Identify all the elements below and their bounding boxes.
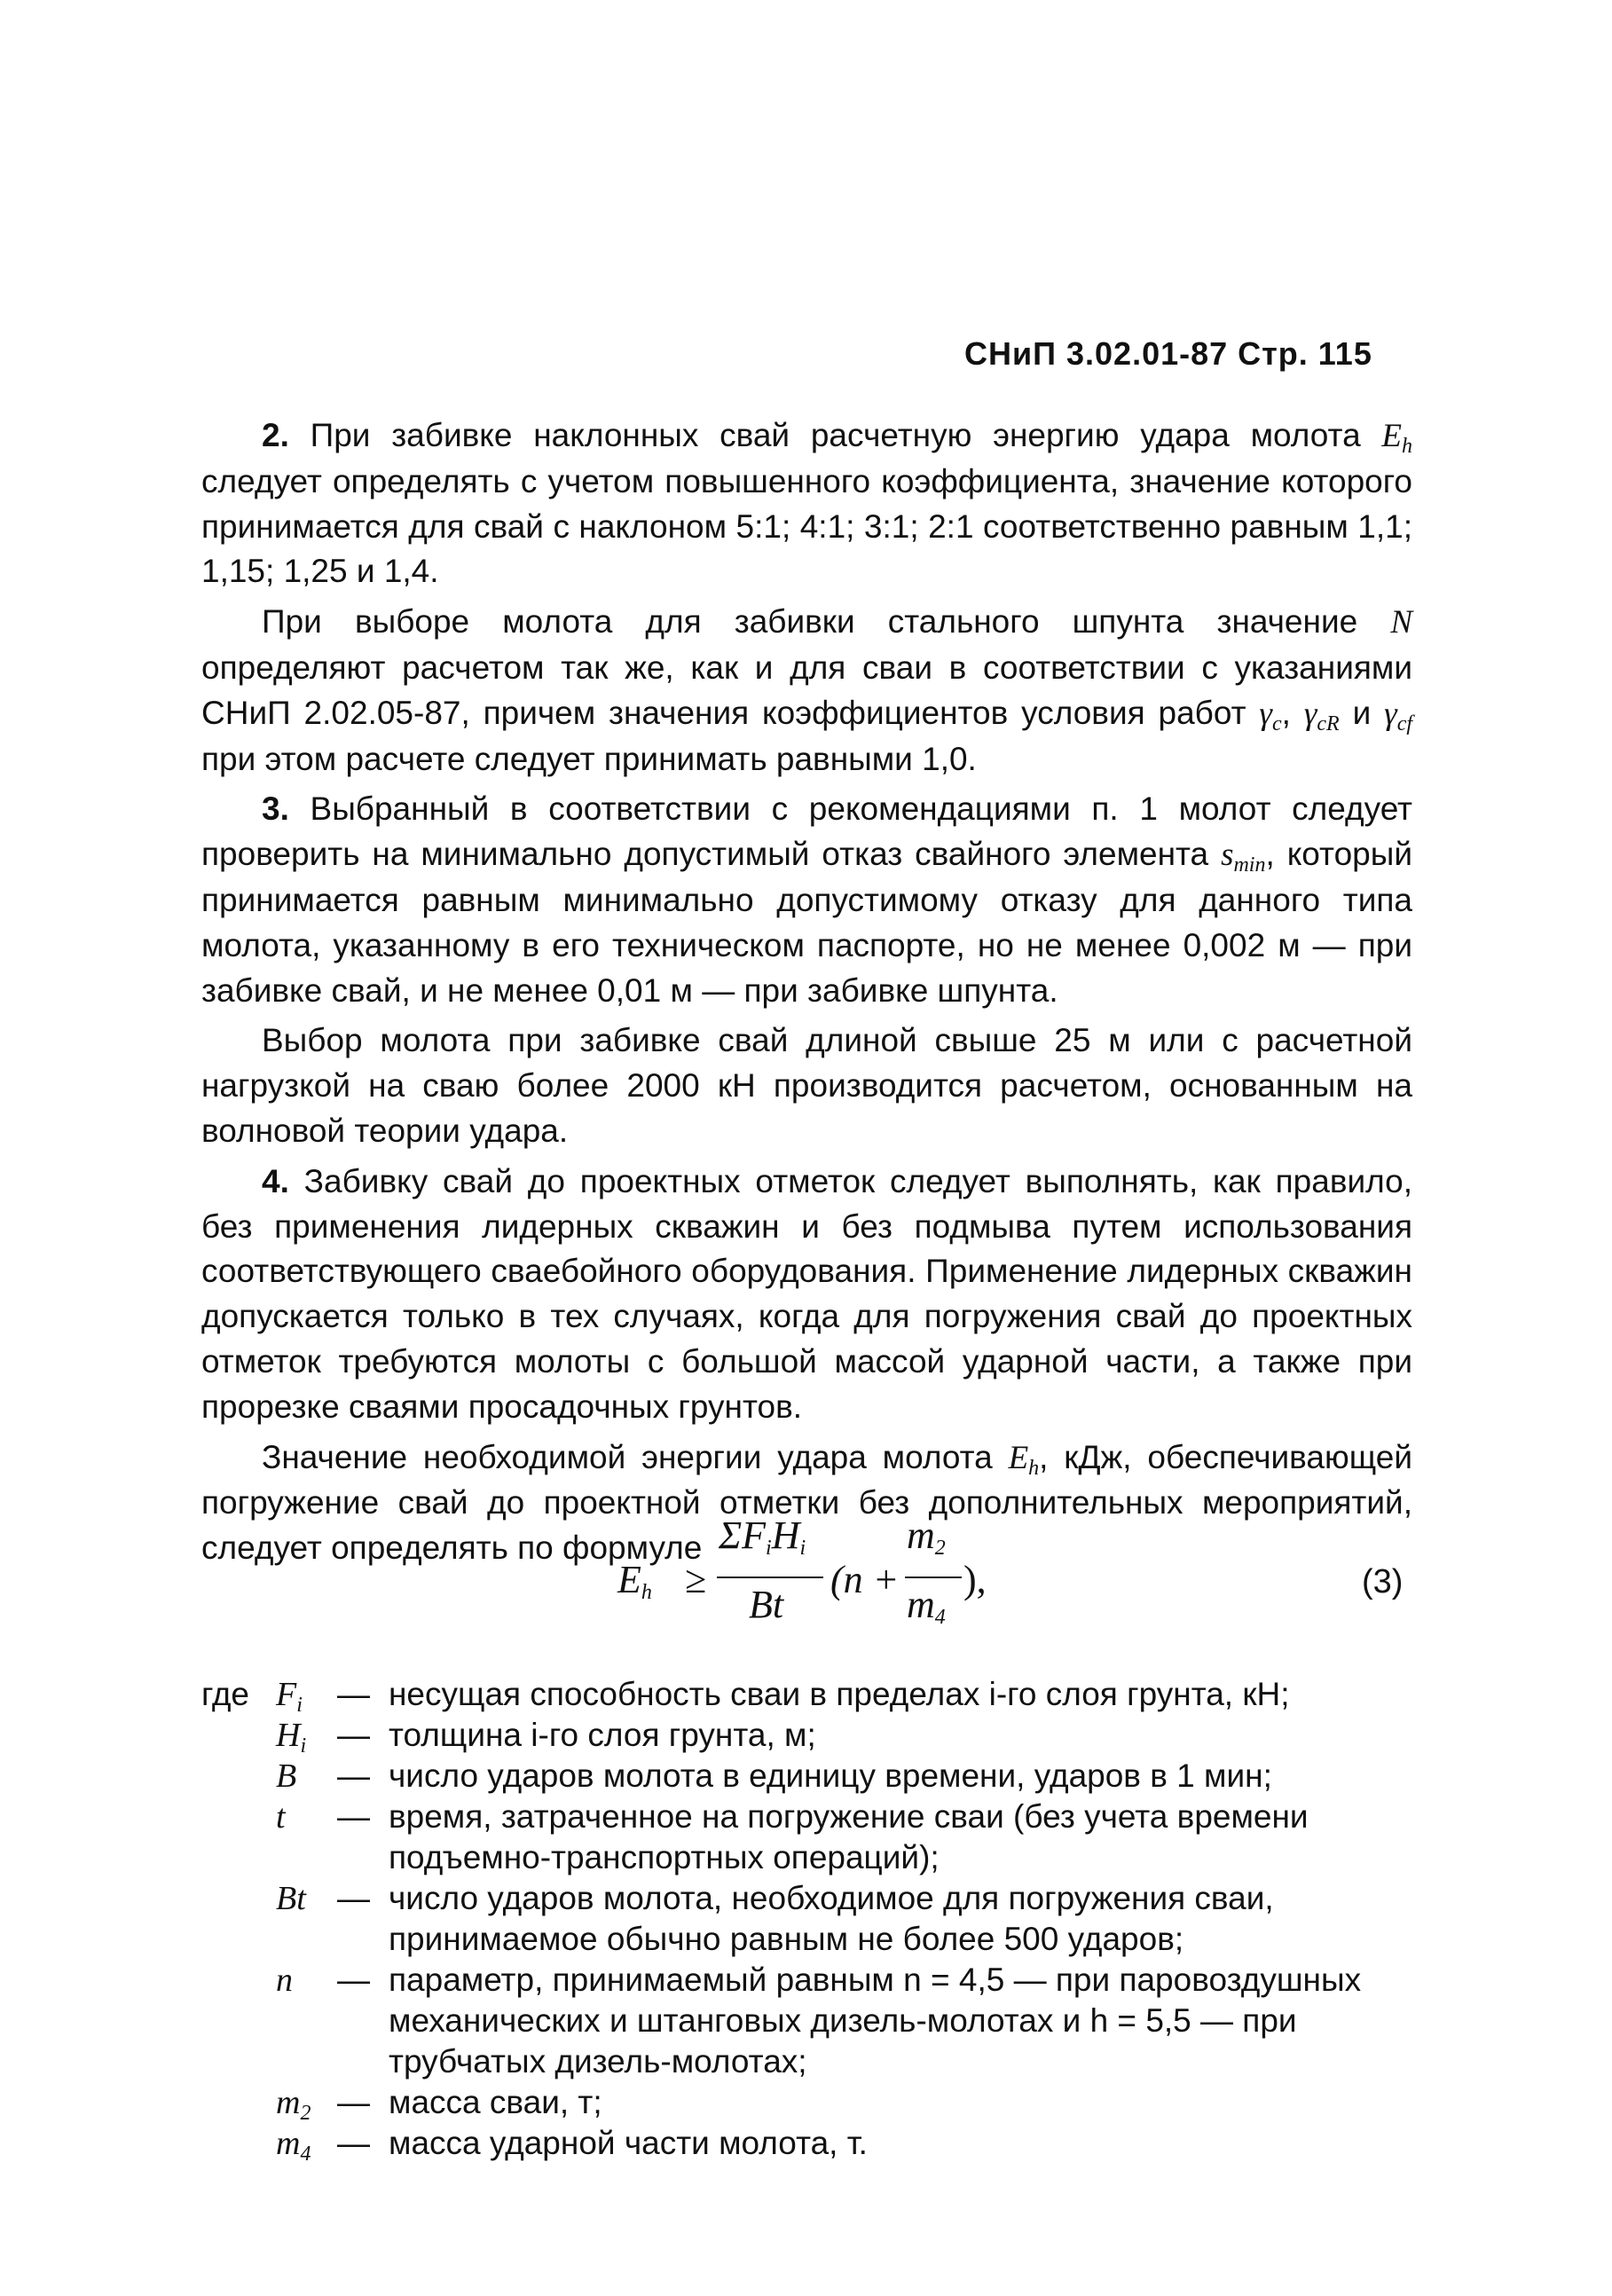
equation-number: (3) — [1362, 1563, 1404, 1600]
paragraph-text: который принимается равным минимально допустимому отказу для данного типа молота, указанному в его техническом паспорте, но не менее 0,002 м — при забивке свай, и не менее 0,01 м — при забивке шпунта. — [201, 836, 1413, 1009]
legend-symbol: $m_4$ — [276, 2125, 311, 2166]
paragraph-text: Значение необходимой энергии удара молота — [262, 1438, 993, 1475]
item-number: 4. — [262, 1162, 289, 1199]
paragraph-text: Выбранный в соответствии с рекомендациями п. 1 молот следует проверить на минимально допустимый отказ свайного элемента — [201, 790, 1412, 873]
paragraph-text: и — [1352, 694, 1372, 731]
paragraph-text: кДж, обеспечивающей погружение свай до проектной отметки без дополнительных мероприятий, следует определять по формуле — [201, 1438, 1413, 1567]
paragraph-text: определяют расчетом так же, как и для сваи в соответствии с указаниями СНиП 2.02.05-87, причем значения коэффициентов условия работ — [201, 649, 1412, 731]
body-text — [201, 413, 1412, 1577]
legend-symbol: $m_2$ — [276, 2084, 311, 2125]
legend-row — [201, 1878, 1417, 1960]
legend-row — [201, 2123, 1417, 2164]
legend-description: толщина i-го слоя грунта, м; — [389, 1717, 816, 1753]
formula-denominator: Bt — [749, 1583, 784, 1626]
legend-row — [201, 1715, 1417, 1756]
legend-symbol: n — [276, 1962, 293, 1999]
variable-subscript: h — [1028, 1456, 1040, 1480]
paragraph-text: Забивку свай до проектных отметок следует выполнять, как правило, без применения лидерных скважин и без подмыва путем использования соответствующего сваебойного оборудования. Применение лидерных скважин допускается только в тех случаях, когда для погружения свай до проектных отметок требуются молоты с большой массой ударной части, а также при прорезке сваями просадочных грунтов. — [201, 1162, 1413, 1425]
item-number: 3. — [262, 790, 289, 828]
variable-subscript: min — [1233, 853, 1266, 877]
legend-description: параметр, принимаемый равным n = 4,5 — при паровоздушных механических и штанговых дизель-молотах и h = 5,5 — при трубчатых дизель-молотах; — [389, 1962, 1362, 2080]
legend-row — [201, 1674, 1417, 1715]
variable: γ — [1303, 695, 1317, 732]
formula-numerator: $\Sigma F_iH_i$ — [719, 1514, 806, 1560]
item-number: 2. — [262, 417, 289, 453]
legend-description: масса сваи, т; — [389, 2084, 602, 2120]
variable: N — [1390, 604, 1413, 641]
legend-dash: — — [337, 1757, 370, 1794]
formula-paren-open: (n + — [830, 1558, 900, 1601]
legend-dash: — — [337, 2125, 370, 2161]
formula-legend — [201, 1674, 1417, 2164]
legend-symbol: B — [276, 1757, 297, 1795]
legend-symbol: Bt — [276, 1880, 306, 1917]
paragraph-text: при этом расчете следует принимать равными 1,0. — [201, 740, 977, 777]
variable: E — [1381, 418, 1403, 454]
legend-dash: — — [337, 2084, 370, 2120]
legend-row — [201, 1797, 1417, 1878]
legend-symbol: $H_i$ — [276, 1717, 307, 1757]
legend-description: число ударов молота, необходимое для погружения сваи, принимаемое обычно равным не более 500 ударов; — [389, 1880, 1274, 1957]
variable: γ — [1259, 695, 1273, 732]
paragraph-4 — [201, 1160, 1412, 1430]
legend-row — [201, 1960, 1417, 2082]
legend-dash: — — [337, 1676, 370, 1712]
formula-mass-numerator: $m_2$ — [907, 1514, 946, 1560]
legend-where: где — [201, 1676, 250, 1712]
fraction-bar — [717, 1577, 823, 1578]
paragraph-sheet-pile: При выборе молота для забивки стального шпунта значение N определяют расчетом так же, как и для сваи в соответствии с указаниями СНиП 2.02.05-87, причем значения коэффициентов условия работ $\gamma_c$, $\gamma_{cR}$ и $\gamma_{cf}$ при этом расчете следует принимать равными 1,0. — [201, 603, 1413, 777]
legend-row — [201, 2082, 1417, 2123]
variable: E — [1008, 1439, 1029, 1476]
legend-symbol: t — [276, 1798, 286, 1836]
legend-symbol: $F_i$ — [276, 1676, 303, 1717]
fraction-bar — [905, 1577, 962, 1578]
variable: γ — [1384, 695, 1397, 732]
legend-description: масса ударной части молота, т. — [389, 2125, 868, 2161]
paragraph-energy: Значение необходимой энергии удара молота $E_h$, кДж, обеспечивающей погружение свай до проектной отметки без дополнительных мероприятий, следует определять по формуле — [201, 1438, 1413, 1567]
formula-relation: ≥ — [685, 1558, 707, 1601]
variable-subscript: cf — [1396, 712, 1413, 735]
formula-3 — [617, 1513, 1043, 1646]
legend-dash: — — [337, 1962, 370, 1998]
formula-lhs: $E_h$ — [617, 1558, 652, 1604]
paragraph-3: 3. Выбранный в соответствии с рекомендациями п. 1 молот следует проверить на минимально допустимый отказ свайного элемента $s_{min}$, который принимается равным минимально допустимому отказу для данного типа молота, указанному в его техническом паспорте, но не менее 0,002 м — при забивке свай, и не менее 0,01 м — при забивке шпунта. — [201, 790, 1413, 1009]
variable: s — [1221, 837, 1234, 874]
legend-row — [201, 1756, 1417, 1797]
variable-subscript: c — [1272, 712, 1282, 735]
paragraph-text: следует определять с учетом повышенного коэффициента, значение которого принимается для свай с наклоном 5:1; 4:1; 3:1; 2:1 соответственно равным 1,1; 1,15; 1,25 и 1,4. — [201, 462, 1412, 590]
legend-dash: — — [337, 1717, 370, 1753]
legend-description: число ударов молота в единицу времени, ударов в 1 мин; — [389, 1757, 1272, 1794]
legend-dash: — — [337, 1880, 370, 1916]
page-header: СНиП 3.02.01-87 Стр. 115 — [964, 335, 1372, 372]
variable-subscript: cR — [1317, 712, 1340, 735]
formula-paren-close: ), — [963, 1558, 987, 1601]
paragraph-wave-theory: Выбор молота при забивке свай длиной свыше 25 м или с расчетной нагрузкой на сваю более 2000 кН производится расчетом, основанным на волновой теории удара. — [201, 1022, 1412, 1149]
variable-subscript: h — [1402, 435, 1413, 458]
paragraph-2 — [201, 413, 1412, 594]
legend-description: несущая способность сваи в пределах i-го слоя грунта, кН; — [389, 1676, 1290, 1712]
paragraph-text: При забивке наклонных свай расчетную энергию удара молота — [310, 417, 1361, 453]
legend-dash: — — [337, 1798, 370, 1835]
legend-description: время, затраченное на погружение сваи (без учета времени подъемно-транспортных операций); — [389, 1798, 1309, 1875]
paragraph-text: При выборе молота для забивки стального шпунта значение — [262, 603, 1358, 641]
formula-mass-denominator: $m_4$ — [907, 1583, 946, 1629]
